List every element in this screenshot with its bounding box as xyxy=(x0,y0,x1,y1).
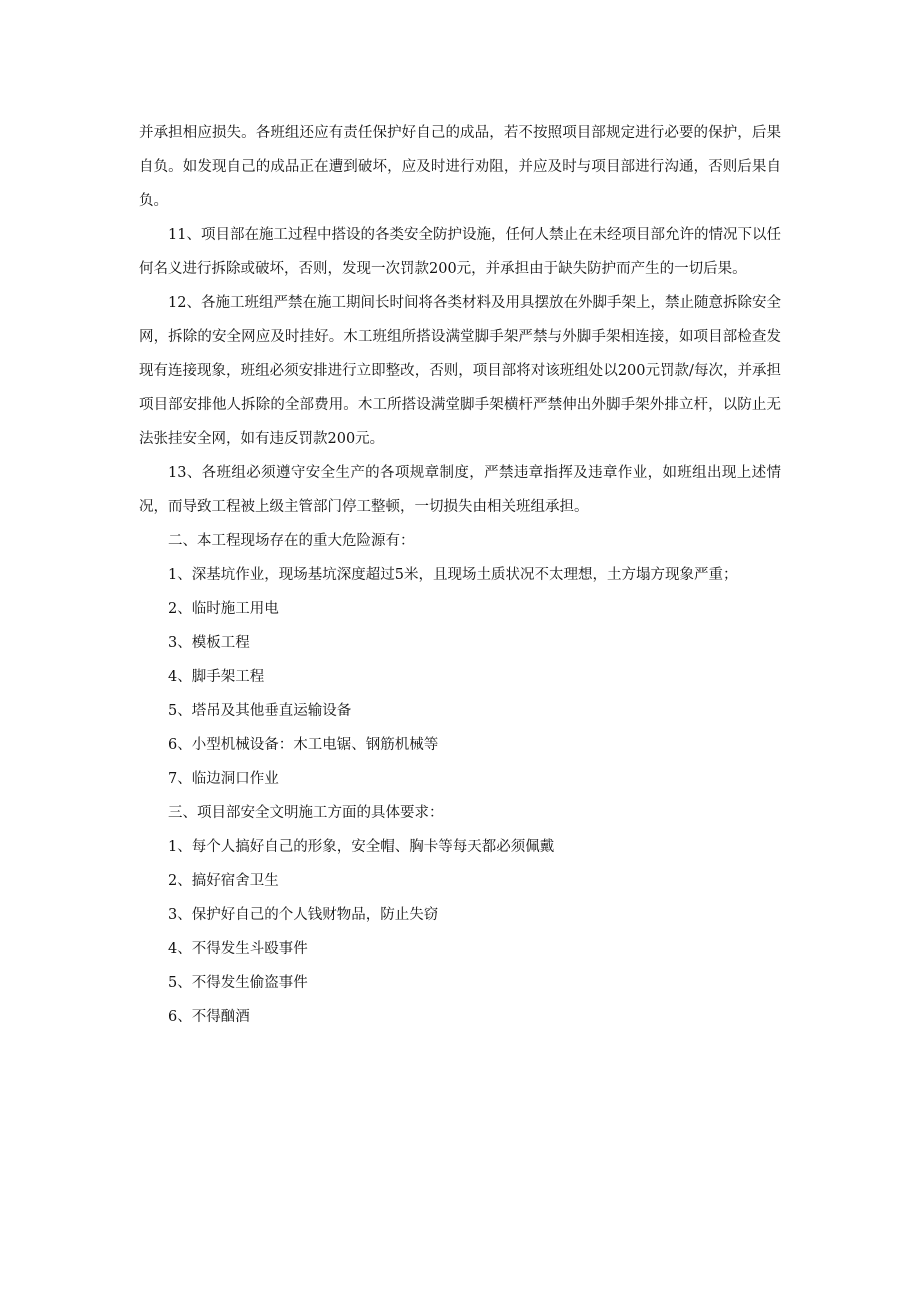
paragraph-item-11: 11、项目部在施工过程中搭设的各类安全防护设施，任何人禁止在未经项目部允许的情况下以任何名义进行拆除或破坏，否则，发现一次罚款200元，并承担由于缺失防护而产生的一切后果。 xyxy=(139,227,781,277)
requirement-item-4: 4、不得发生斗殴事件 xyxy=(168,941,308,957)
hazard-item-5: 5、塔吊及其他垂直运输设备 xyxy=(168,703,352,719)
requirement-item-1: 1、每个人搞好自己的形象，安全帽、胸卡等每天都必须佩戴 xyxy=(168,839,555,855)
requirement-item-3: 3、保护好自己的个人钱财物品，防止失窃 xyxy=(168,907,439,923)
document-body xyxy=(139,116,781,1034)
hazard-item-1: 1、深基坑作业，现场基坑深度超过5米，且现场土质状况不太理想，土方塌方现象严重； xyxy=(168,567,738,583)
hazard-item-3: 3、模板工程 xyxy=(168,635,250,651)
hazard-item-2: 2、临时施工用电 xyxy=(168,601,279,617)
requirement-item-2: 2、搞好宿舍卫生 xyxy=(168,873,279,889)
paragraph-item-12: 12、各施工班组严禁在施工期间长时间将各类材料及用具摆放在外脚手架上，禁止随意拆除安全网，拆除的安全网应及时挂好。木工班组所搭设满堂脚手架严禁与外脚手架相连接，如项目部检查发现有连接现象，班组必须安排进行立即整改，否则，项目部将对该班组处以200元罚款/每次，并承担项目部安排他人拆除的全部费用。木工所搭设满堂脚手架横杆严禁伸出外脚手架外排立杆，以防止无法张挂安全网，如有违反罚款200元。 xyxy=(139,295,781,447)
hazard-item-7: 7、临边洞口作业 xyxy=(168,771,279,787)
hazard-item-6: 6、小型机械设备：木工电锯、钢筋机械等 xyxy=(168,737,439,753)
hazard-item-4: 4、脚手架工程 xyxy=(168,669,265,685)
paragraph-continuation: 并承担相应损失。各班组还应有责任保护好自己的成品，若不按照项目部规定进行必要的保护，后果自负。如发现自己的成品正在遭到破坏，应及时进行劝阻，并应及时与项目部进行沟通，否则后果自负。 xyxy=(139,125,781,209)
requirement-item-5: 5、不得发生偷盗事件 xyxy=(168,975,308,991)
paragraph-item-13: 13、各班组必须遵守安全生产的各项规章制度，严禁违章指挥及违章作业，如班组出现上述情况，而导致工程被上级主管部门停工整顿，一切损失由相关班组承担。 xyxy=(139,465,781,515)
section-heading-requirements: 三、项目部安全文明施工方面的具体要求： xyxy=(168,805,444,821)
section-heading-hazards: 二、本工程现场存在的重大危险源有： xyxy=(168,533,415,549)
requirement-item-6: 6、不得酗酒 xyxy=(168,1009,250,1025)
